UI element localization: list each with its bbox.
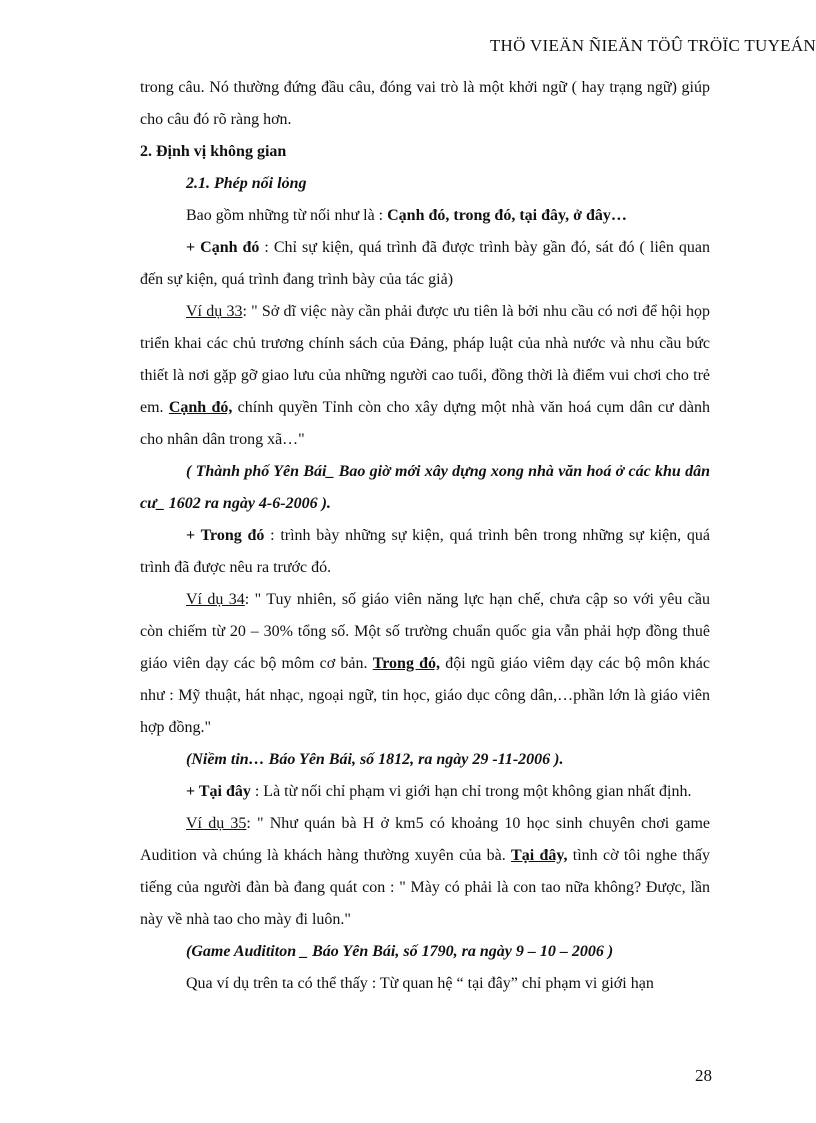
- definition-tai-day: [140, 776, 710, 808]
- def-trong-do: : trình bày những sự kiện, quá trình bên trong những sự kiện, quá trình đã được nêu ra trước đó.: [140, 527, 711, 576]
- example-35-text-b: tình cờ tôi nghe thấy tiếng của người đàn bà đang quát con : " Mày có phải là con tao nữa không? Được, lần này về nhà tao cho mày đi luôn.": [140, 847, 710, 928]
- source-35: (Game Audititon _ Báo Yên Bái, số 1790, ra ngày 9 – 10 – 2006 ): [186, 943, 614, 960]
- subsection-heading-2-1: 2.1. Phép nối lỏng: [186, 175, 307, 192]
- example-33: [140, 296, 710, 456]
- connectors-list: Cạnh đó, trong đó, tại đây, ở đây…: [387, 207, 627, 224]
- example-33-keyword: Cạnh đó,: [168, 399, 233, 416]
- example-34-label: Ví dụ 34: [186, 591, 245, 608]
- example-35-keyword: Tại đây,: [511, 847, 568, 864]
- paragraph-connectors: [140, 200, 710, 232]
- example-35: [140, 808, 710, 936]
- example-33-text-b: chính quyền Tỉnh còn cho xây dựng một nhà văn hoá cụm dân cư dành cho nhân dân trong xã…": [140, 399, 711, 448]
- def-tai-day: : Là từ nối chỉ phạm vi giới hạn chỉ trong một không gian nhất định.: [250, 783, 692, 800]
- running-header: THÖ VIEÄN ÑIEÄN TÖÛ TRÖÏC TUYEÁN: [489, 36, 816, 55]
- example-34: [140, 584, 710, 744]
- page-number: 28: [695, 1066, 712, 1085]
- example-33-label: Ví dụ 33: [186, 303, 243, 320]
- section-heading-2: 2. Định vị không gian: [140, 143, 287, 160]
- example-35-text-a: : " Như quán bà H ở km5 có khoảng 10 học sinh chuyên chơi game Audition và chúng là khách hàng thường xuyên của bà.: [140, 815, 711, 864]
- def-canh-do: : Chỉ sự kiện, quá trình đã được trình bày gần đó, sát đó ( liên quan đến sự kiện, quá trình đang trình bày của tác giả): [140, 239, 710, 288]
- source-34: (Niềm tin… Báo Yên Bái, số 1812, ra ngày 29 -11-2006 ).: [186, 751, 564, 768]
- term-canh-do: + Cạnh đó: [186, 239, 260, 256]
- example-34-text-b: đội ngũ giáo viêm dạy các bộ môn khác như : Mỹ thuật, hát nhạc, ngoại ngữ, tin học, giáo dục công dân,…phần lớn là giáo viên hợp đồng.": [140, 655, 710, 736]
- paragraph-intro: trong câu. Nó thường đứng đầu câu, đóng vai trò là một khởi ngữ ( hay trạng ngữ) giúp cho câu đó rõ ràng hơn.: [140, 79, 710, 128]
- source-33: ( Thành phố Yên Bái_ Bao giờ mới xây dựng xong nhà văn hoá ở các khu dân cư_ 1602 ra ngày 4-6-2006 ).: [140, 463, 710, 512]
- paragraph-conclusion: Qua ví dụ trên ta có thể thấy : Từ quan hệ “ tại đây” chỉ phạm vi giới hạn: [186, 975, 654, 992]
- definition-canh-do: [140, 232, 710, 296]
- term-tai-day: + Tại đây: [186, 783, 251, 800]
- term-trong-do: + Trong đó: [186, 527, 265, 544]
- example-33-text-a: : " Sở dĩ việc này cần phải được ưu tiên là bởi nhu cầu có nơi để hội họp triển khai các chủ trương chính sách của Đảng, pháp luật của nhà nước và nhu cầu bức thiết là nơi gặp gỡ giao lưu của những người cao tuổi, đồng thời là điểm vui chơi cho trẻ em.: [140, 303, 711, 416]
- definition-trong-do: [140, 520, 710, 584]
- example-34-keyword: Trong đó,: [372, 655, 441, 672]
- connectors-lead: Bao gồm những từ nối như là :: [186, 207, 388, 224]
- example-35-label: Ví dụ 35: [186, 815, 247, 832]
- example-34-text-a: : " Tuy nhiên, số giáo viên năng lực hạn chế, chưa cập so với yêu cầu còn chiếm từ 20 – 30% tổng số. Một số trường chuẩn quốc gia vẫn phải hợp đồng thuê giáo viên dạy các bộ môm cơ bản.: [140, 591, 711, 672]
- document-body: [140, 72, 710, 1000]
